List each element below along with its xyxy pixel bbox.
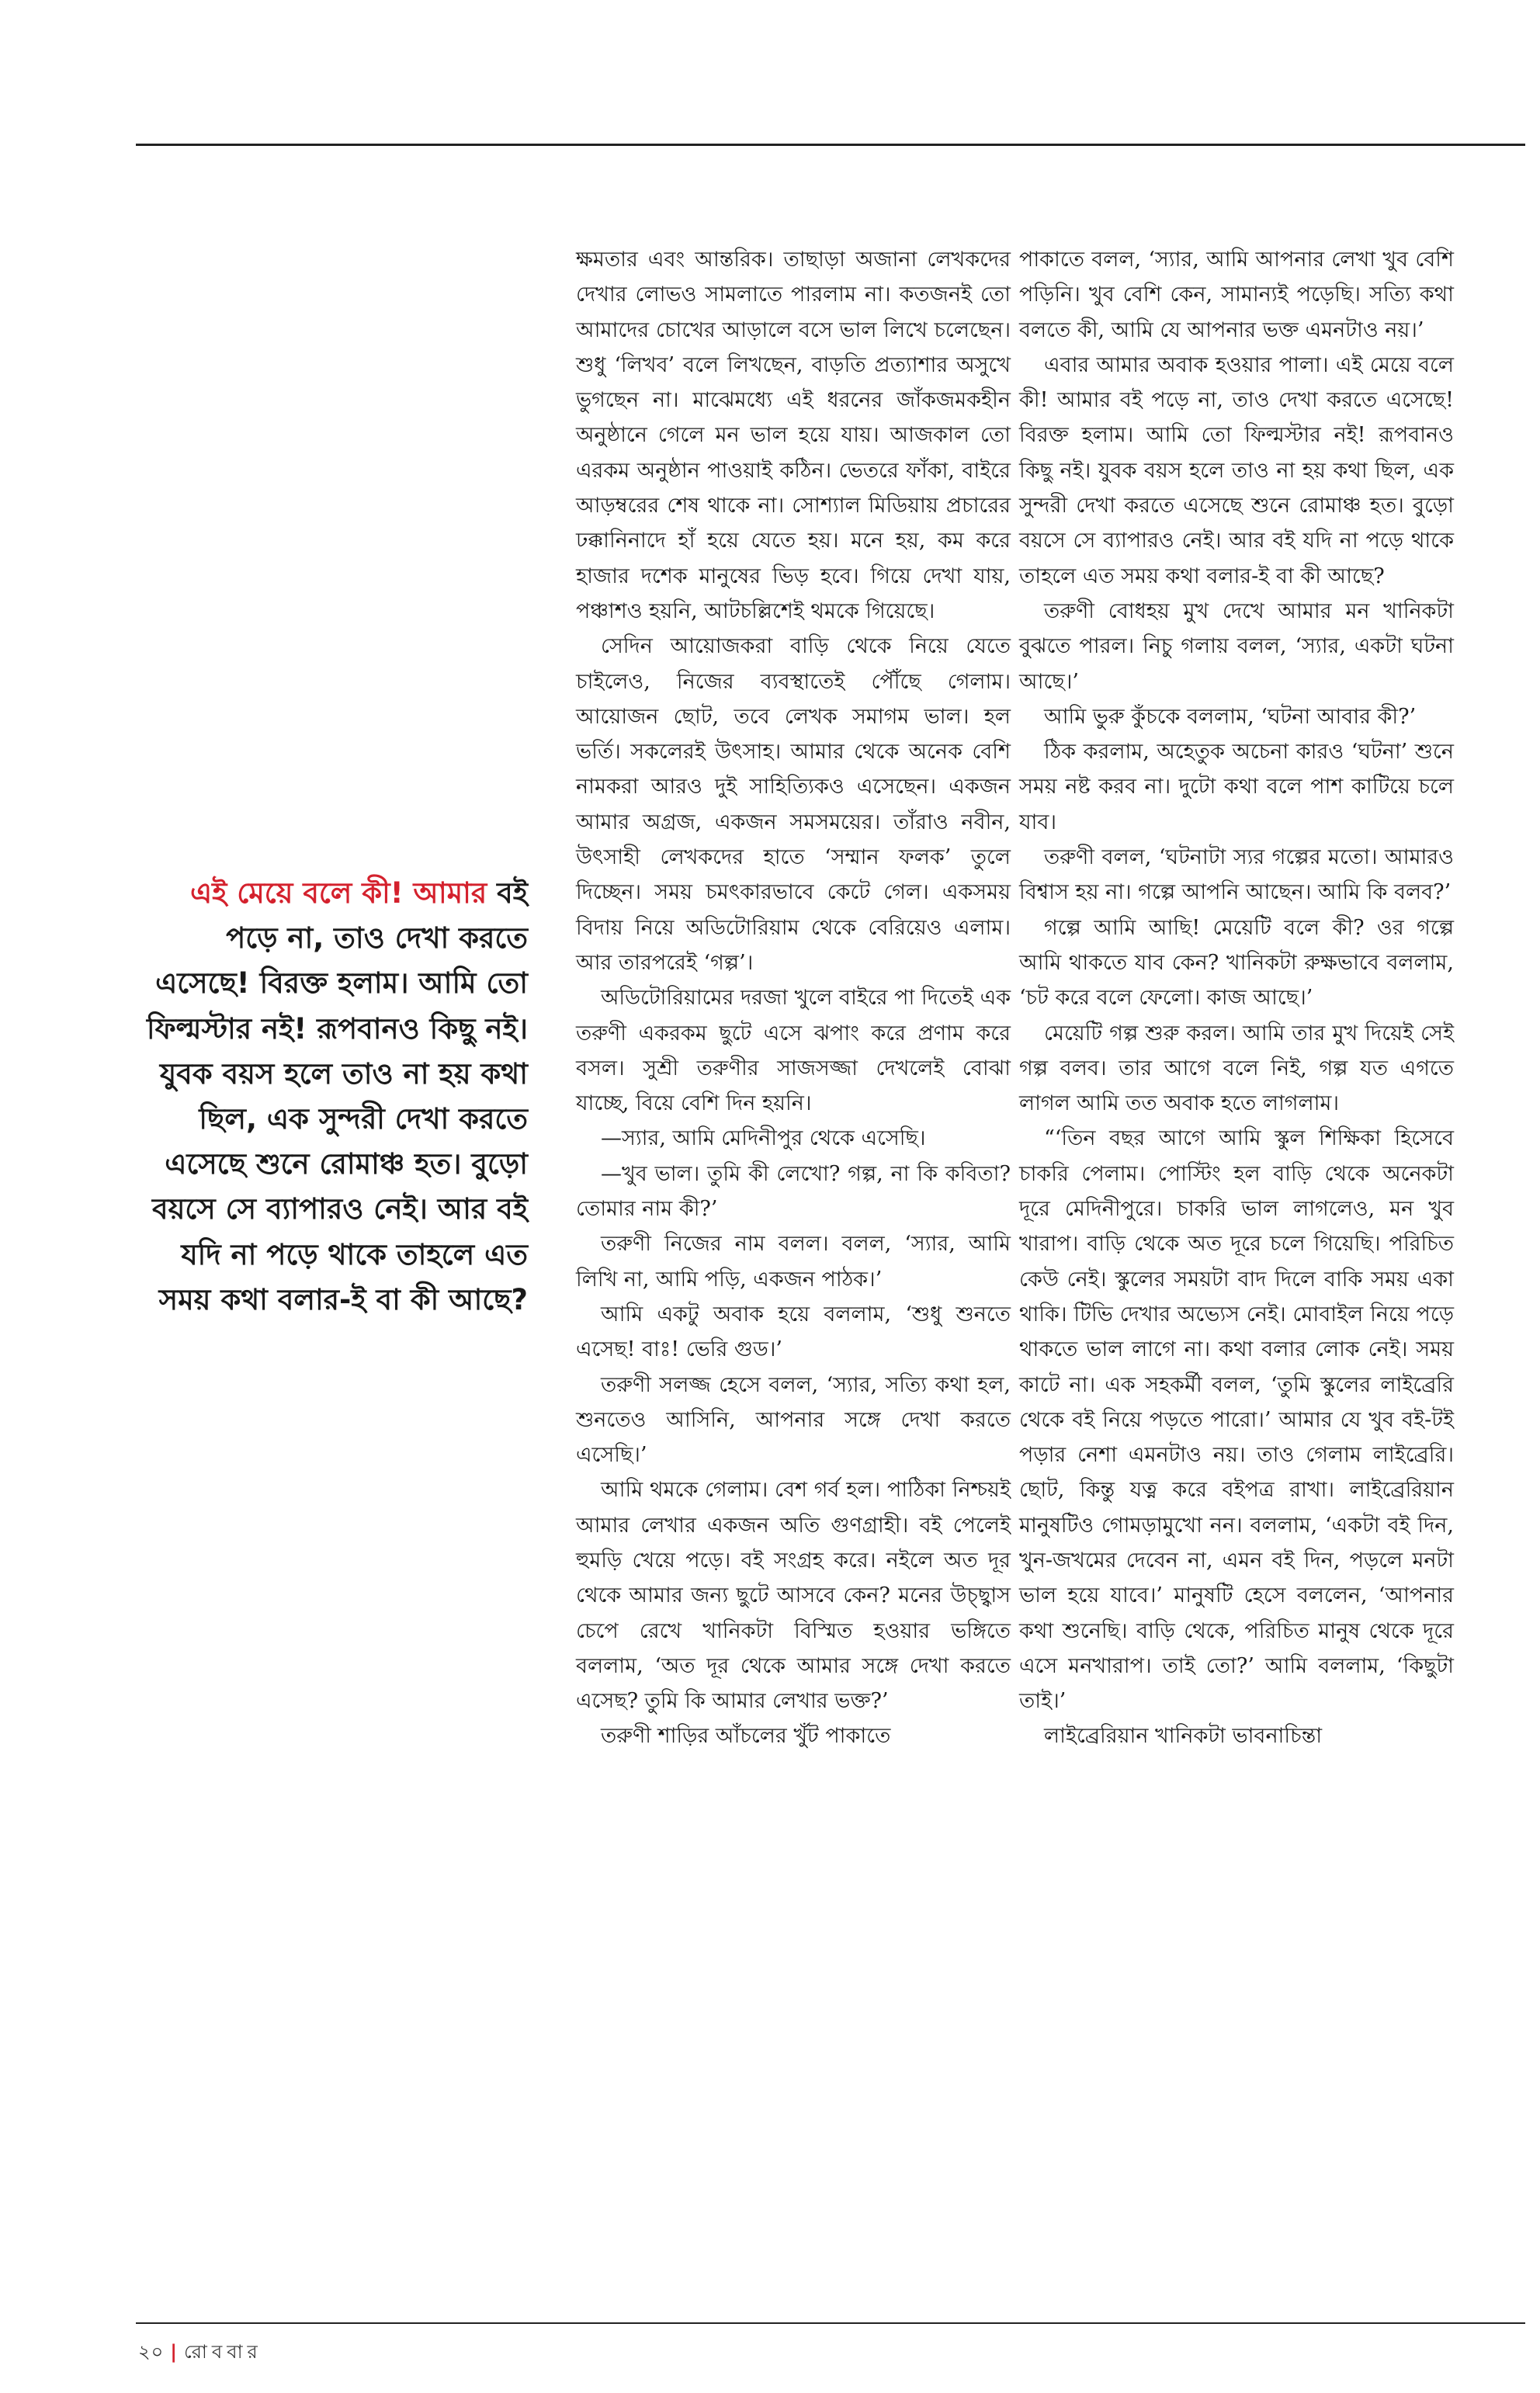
pull-quote-lead: এই মেয়ে বলে কী! আমার bbox=[189, 876, 487, 910]
paragraph: গল্পে আমি আছি! মেয়েটি বলে কী? ওর গল্পে আমি থাকতে যাব কেন? খানিকটা রুক্ষভাবে বললাম, ‘চট করে বলে ফেলো। কাজ আছে।’ bbox=[1019, 915, 1454, 1011]
paragraph: পাকাতে বলল, ‘স্যার, আমি আপনার লেখা খুব বেশি পড়িনি। খুব বেশি কেন, সামান্যই পড়েছি। সত্যি কথা বলতে কী, আমি যে আপনার ভক্ত এমনটাও নয়।’ bbox=[1019, 248, 1454, 342]
paragraph: আমি একটু অবাক হয়ে বললাম, ‘শুধু শুনতে এসেছ! বাঃ! ভেরি গুড।’ bbox=[576, 1302, 1011, 1362]
pull-quote bbox=[140, 871, 528, 1323]
paragraph: আমি ভুরু কুঁচকে বললাম, ‘ঘটনা আবার কী?’ bbox=[1044, 704, 1417, 729]
paragraph: তরুণী শাড়ির আঁচলের খুঁট পাকাতে bbox=[601, 1724, 891, 1749]
footer-separator: | bbox=[170, 2341, 178, 2363]
article-column-middle bbox=[576, 242, 1011, 1754]
paragraph: তরুণী সলজ্জ হেসে বলল, ‘স্যার, সত্যি কথা হল, শুনতেও আসিনি, আপনার সঙ্গে দেখা করতে এসেছি।’ bbox=[576, 1372, 1011, 1468]
paragraph: —খুব ভাল। তুমি কী লেখো? গল্প, না কি কবিতা? তোমার নাম কী?’ bbox=[576, 1161, 1011, 1222]
paragraph: তরুণী বলল, ‘ঘটনাটা স্যর গল্পের মতো। আমারও বিশ্বাস হয় না। গল্পে আপনি আছেন। আমি কি বলব?’ bbox=[1019, 845, 1454, 905]
page-number: ২০ bbox=[138, 2341, 165, 2363]
paragraph: লাইব্রেরিয়ান খানিকটা ভাবনাচিন্তা bbox=[1044, 1724, 1323, 1749]
paragraph: মেয়েটি গল্প শুরু করল। আমি তার মুখ দিয়েই সেই গল্প বলব। তার আগে বলে নিই, গল্প যত এগতে লাগল আমি তত অবাক হতে লাগলাম। bbox=[1019, 1021, 1454, 1116]
paragraph: আমি থমকে গেলাম। বেশ গর্ব হল। পাঠিকা নিশ্চয়ই আমার লেখার একজন অতি গুণগ্রাহী। বই পেলেই হুমড়ি খেয়ে পড়ে। বই সংগ্রহ করে। নইলে অত দূর থেকে আমার জন্য ছুটে আসবে কেন? মনের উচ্ছ্বাস চেপে রেখে খানিকটা বিস্মিত হওয়ার ভঙ্গিতে বললাম, ‘অত দূর থেকে আমার সঙ্গে দেখা করতে এসেছ? তুমি কি আমার লেখার ভক্ত?’ bbox=[576, 1478, 1011, 1714]
paragraph: অডিটোরিয়ামের দরজা খুলে বাইরে পা দিতেই এক তরুণী একরকম ছুটে এসে ঝপাং করে প্রণাম করে বসল। সুশ্রী তরুণীর সাজসজ্জা দেখলেই বোঝা যাচ্ছে, বিয়ে বেশি দিন হয়নি। bbox=[576, 986, 1011, 1116]
pull-quote-body: বই পড়ে না, তাও দেখা করতে এসেছে! বিরক্ত হলাম। আমি তো ফিল্মস্টার নই! রূপবানও কিছু নই। যুবক বয়স হলে তাও না হয় কথা ছিল, এক সুন্দরী দেখা করতে এসেছে শুনে রোমাঞ্চ হত। বুড়ো বয়সে সে ব্যাপারও নেই। আর বই যদি না পড়ে থাকে তাহলে এত সময় কথা বলার-ই বা কী আছে? bbox=[147, 876, 528, 1316]
page-footer bbox=[138, 2338, 262, 2369]
publication-name: রোববার bbox=[183, 2341, 262, 2363]
paragraph: এবার আমার অবাক হওয়ার পালা। এই মেয়ে বলে কী! আমার বই পড়ে না, তাও দেখা করতে এসেছে! বিরক্ত হলাম। আমি তো ফিল্মস্টার নই! রূপবানও কিছু নই। যুবক বয়স হলে তাও না হয় কথা ছিল, এক সুন্দরী দেখা করতে এসেছে শুনে রোমাঞ্চ হত। বুড়ো বয়সে সে ব্যাপারও নেই। আর বই যদি না পড়ে থাকে তাহলে এত সময় কথা বলার-ই বা কী আছে? bbox=[1019, 352, 1454, 588]
article-column-right bbox=[1019, 242, 1454, 1754]
paragraph: ঠিক করলাম, অহেতুক অচেনা কারও ‘ঘটনা’ শুনে সময় নষ্ট করব না। দুটো কথা বলে পাশ কাটিয়ে চলে যাব। bbox=[1019, 740, 1454, 834]
paragraph: সেদিন আয়োজকরা বাড়ি থেকে নিয়ে যেতে চাইলেও, নিজের ব্যবস্থাতেই পৌঁছে গেলাম। আয়োজন ছোট, তবে লেখক সমাগম ভাল। হল ভর্তি। সকলেরই উৎসাহ। আমার থেকে অনেক বেশি নামকরা আরও দুই সাহিত্যিকও এসেছেন। একজন আমার অগ্রজ, একজন সমসময়ের। তাঁরাও নবীন, উৎসাহী লেখকদের হাতে ‘সম্মান ফলক’ তুলে দিচ্ছেন। সময় চমৎকারভাবে কেটে গেল। একসময় বিদায় নিয়ে অডিটোরিয়াম থেকে বেরিয়েও এলাম। আর তারপরেই ‘গল্প’। bbox=[576, 634, 1011, 975]
paragraph: তরুণী নিজের নাম বলল। বলল, ‘স্যার, আমি লিখি না, আমি পড়ি, একজন পাঠক।’ bbox=[576, 1232, 1011, 1292]
footer-rule bbox=[136, 2322, 1525, 2324]
paragraph: “‘তিন বছর আগে আমি স্কুল শিক্ষিকা হিসেবে চাকরি পেলাম। পোস্টিং হল বাড়ি থেকে অনেকটা দূরে মেদিনীপুরে। চাকরি ভাল লাগলেও, মন খুব খারাপ। বাড়ি থেকে অত দূরে চলে গিয়েছি। পরিচিত কেউ নেই। স্কুলের সময়টা বাদ দিলে বাকি সময় একা থাকি। টিভি দেখার অভ্যেস নেই। মোবাইল নিয়ে পড়ে থাকতে ভাল লাগে না। কথা বলার লোক নেই। সময় কাটে না। এক সহকর্মী বলল, ‘তুমি স্কুলের লাইব্রেরি থেকে বই নিয়ে পড়তে পারো।’ আমার যে খুব বই-টই পড়ার নেশা এমনটাও নয়। তাও গেলাম লাইব্রেরি। ছোট, কিন্তু যত্ন করে বইপত্র রাখা। লাইব্রেরিয়ান মানুষটিও গোমড়ামুখো নন। বললাম, ‘একটা বই দিন, খুন-জখমের দেবেন না, এমন বই দিন, পড়লে মনটা ভাল হয়ে যাবে।’ মানুষটি হেসে বললেন, ‘আপনার কথা শুনেছি। বাড়ি থেকে, পরিচিত মানুষ থেকে দূরে এসে মনখারাপ। তাই তো?’ আমি বললাম, ‘কিছুটা তাই।’ bbox=[1019, 1126, 1454, 1714]
header-rule bbox=[136, 144, 1525, 146]
paragraph: তরুণী বোধহয় মুখ দেখে আমার মন খানিকটা বুঝতে পারল। নিচু গলায় বলল, ‘স্যার, একটা ঘটনা আছে।’ bbox=[1019, 598, 1454, 694]
paragraph: —স্যার, আমি মেদিনীপুর থেকে এসেছি। bbox=[601, 1126, 926, 1151]
paragraph: ক্ষমতার এবং আন্তরিক। তাছাড়া অজানা লেখকদের দেখার লোভও সামলাতে পারলাম না। কতজনই তো আমাদের চোখের আড়ালে বসে ভাল লিখে চলেছেন। শুধু ‘লিখব’ বলে লিখছেন, বাড়তি প্রত্যাশার অসুখে ভুগছেন না। মাঝেমধ্যে এই ধরনের জাঁকজমকহীন অনুষ্ঠানে গেলে মন ভাল হয়ে যায়। আজকাল তো এরকম অনুষ্ঠান পাওয়াই কঠিন। ভেতরে ফাঁকা, বাইরে আড়ম্বরের শেষ থাকে না। সোশ্যাল মিডিয়ায় প্রচারের ঢক্কানিনাদে হাঁ হয়ে যেতে হয়। মনে হয়, কম করে হাজার দশেক মানুষের ভিড় হবে। গিয়ে দেখা যায়, পঞ্চাশও হয়নি, আটচল্লিশেই থমকে গিয়েছে। bbox=[576, 248, 1011, 623]
